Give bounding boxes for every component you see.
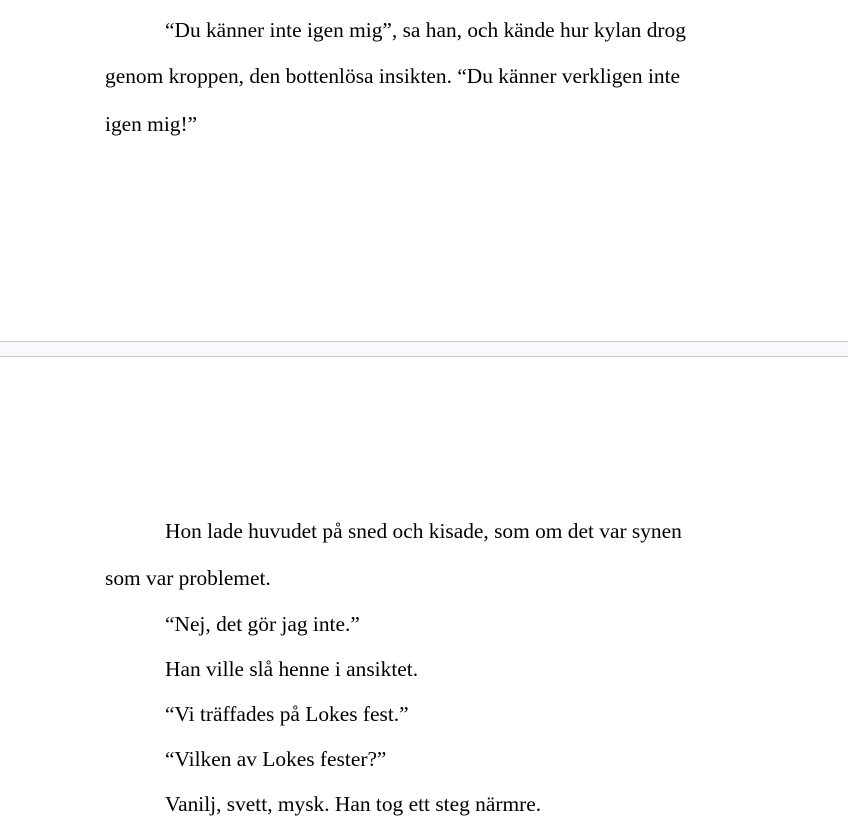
paragraph-line: Vanilj, svett, mysk. Han tog ett steg närmre.	[165, 792, 542, 816]
document-page-1	[0, 0, 848, 341]
paragraph-line: “Du känner inte igen mig”, sa han, och kände hur kylan drog	[165, 18, 686, 42]
page-break-gap	[0, 341, 848, 357]
paragraph-line: som var problemet.	[105, 566, 271, 590]
paragraph-line: “Vi träffades på Lokes fest.”	[165, 702, 409, 726]
paragraph-line: Hon lade huvudet på sned och kisade, som om det var synen	[165, 519, 682, 543]
paragraph-line: “Nej, det gör jag inte.”	[165, 612, 360, 636]
paragraph-line: “Vilken av Lokes fester?”	[165, 747, 387, 771]
document-page-2	[0, 357, 848, 825]
paragraph-line: igen mig!”	[105, 112, 198, 136]
paragraph-line: Han ville slå henne i ansiktet.	[165, 657, 419, 681]
paragraph-line: genom kroppen, den bottenlösa insikten. “Du känner verkligen inte	[105, 64, 681, 88]
